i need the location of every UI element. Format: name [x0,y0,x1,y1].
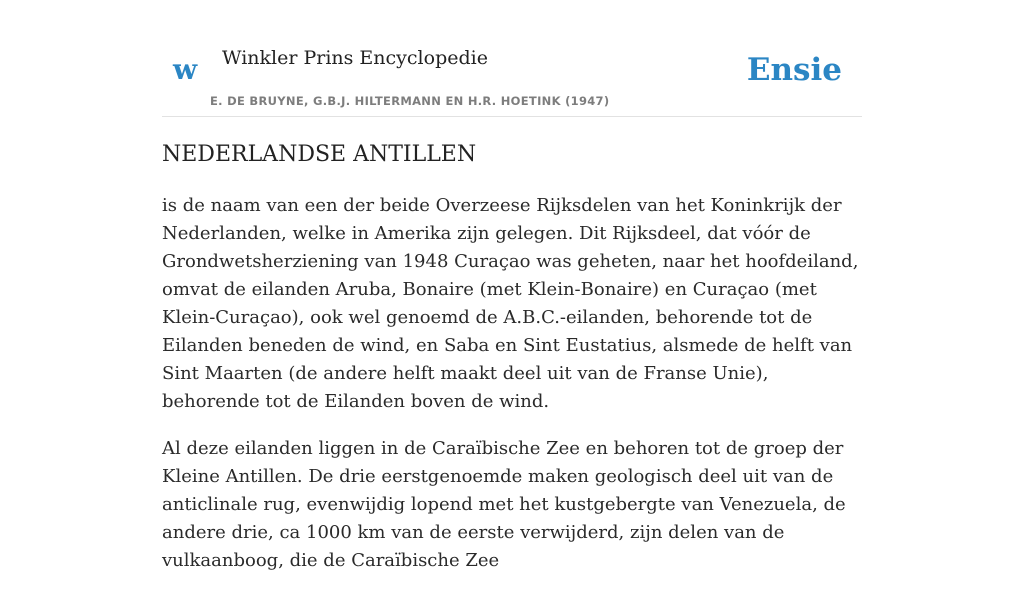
publication-title[interactable]: Winkler Prins Encyclopedie [222,47,488,69]
publication-authors: E. DE BRUYNE, G.B.J. HILTERMANN EN H.R. HOETINK (1947) [210,94,610,108]
header [162,0,862,117]
entry-paragraph: Al deze eilanden liggen in de Caraïbische Zee en behoren tot de groep der Kleine Antillen. De drie eerstgenoemde maken geologisch deel uit van de anticlinale rug, evenwijdig lopend met het kustgebergte van Venezuela, de andere drie, ca 1000 km van de eerste verwijderd, zijn delen van de vulkaanboog, die de Caraïbische Zee [162,438,846,571]
entry-title: NEDERLANDSE ANTILLEN [162,142,477,167]
publication-logo[interactable]: w [173,53,198,86]
entry-body [162,192,862,594]
entry-paragraph: is de naam van een der beide Overzeese Rijksdelen van het Koninkrijk der Nederlanden, welke in Amerika zijn gelegen. Dit Rijksdeel, dat vóór de Grondwetsherziening van 1948 Curaçao was geheten, naar het hoofdeiland, omvat de eilanden Aruba, Bonaire (met Klein-Bonaire) en Curaçao (met Klein-Curaçao), ook wel genoemd de A.B.C.-eilanden, behorende tot de Eilanden beneden de wind, en Saba en Sint Eustatius, alsmede de helft van Sint Maarten (de andere helft maakt deel uit van de Franse Unie), behorende tot de Eilanden boven de wind. [162,195,859,412]
page [162,0,862,571]
ensie-logo[interactable]: Ensie [746,52,842,88]
